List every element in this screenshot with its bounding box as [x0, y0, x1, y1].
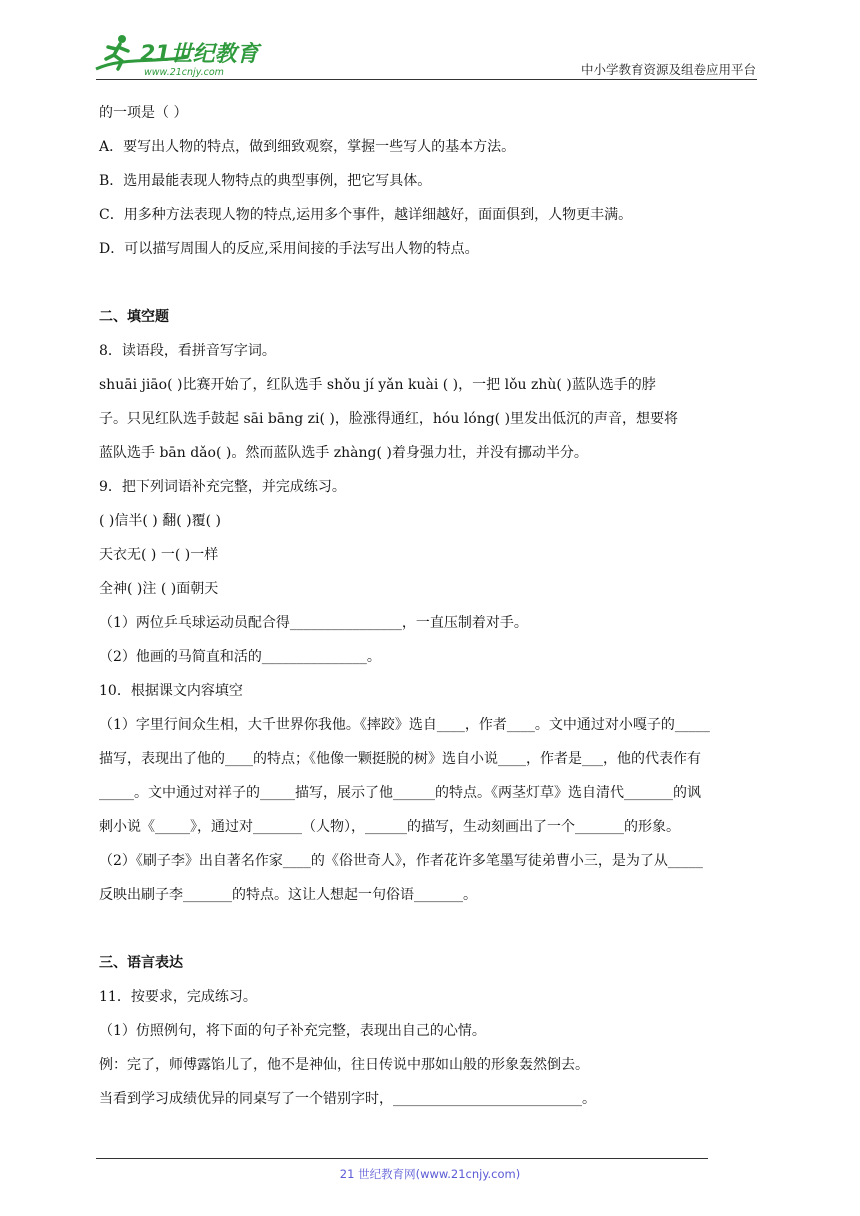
option-b: B．选用最能表现人物特点的典型事例，把它写具体。 — [99, 173, 432, 189]
runner-logo-icon — [92, 33, 262, 81]
logo-wordmark: 21世纪教育 — [140, 42, 259, 67]
question-10-stem: 10．根据课文内容填空 — [99, 683, 243, 699]
footer-divider — [96, 1158, 708, 1159]
question-8-stem: 8．读语段，看拼音写字词。 — [99, 343, 276, 359]
question-9-item-1: （1）两位乒乓球运动员配合得________________，一直压制着对手。 — [99, 615, 528, 631]
page-header — [0, 0, 860, 85]
question-11-stem: 11．按要求，完成练习。 — [99, 989, 257, 1005]
footer-site-link[interactable]: 21 世纪教育网(www.21cnjy.com) — [339, 1167, 521, 1181]
question-8-line-1: shuāi jiāo( )比赛开始了，红队选手 shǒu jí yǎn kuài ( )，一把 lǒu zhù( )蓝队选手的脖 — [99, 377, 656, 393]
platform-name: 中小学教育资源及组卷应用平台 — [580, 62, 756, 77]
option-c: C．用多种方法表现人物的特点,运用多个事件，越详细越好，面面俱到，人物更丰满。 — [99, 207, 633, 223]
question-8-line-3: 蓝队选手 bān dǎo( )。然而蓝队选手 zhàng( )着身强力壮，并没有挪动半分。 — [99, 445, 588, 461]
option-d: D．可以描写周围人的反应,采用间接的手法写出人物的特点。 — [99, 241, 479, 257]
header-divider — [96, 79, 757, 80]
section-title-language-expression: 三、语言表达 — [99, 955, 183, 971]
question-9-words-1: ( )信半( ) 翻( )覆( ) — [99, 513, 221, 529]
question-8-line-2: 子。只见红队选手鼓起 sāi bāng zi( )，脸涨得通红，hóu lóng( )里发出低沉的声音，想要将 — [99, 411, 679, 427]
question-10-line-4: 刺小说《_____》，通过对_______（人物），______的描写，生动刻画出了一个_______的形象。 — [99, 819, 680, 835]
brand-logo — [92, 33, 262, 81]
question-10-line-3: _____。文中通过对祥子的_____描写，展示了他______的特点。《两茎灯草》选自清代_______的讽 — [99, 785, 701, 801]
section-title-fill-blank: 二、填空题 — [99, 309, 169, 325]
question-9-item-2: （2）他画的马简直和活的_______________。 — [99, 649, 381, 665]
question-11-example: 例：完了，师傅露馅儿了，他不是神仙，往日传说中那如山般的形象轰然倒去。 — [99, 1057, 589, 1073]
question-10-line-6: 反映出刷子李_______的特点。这让人想起一句俗语_______。 — [99, 887, 477, 903]
question-9-words-3: 全神( )注 ( )面朝天 — [99, 581, 219, 597]
option-a: A．要写出人物的特点，做到细致观察，掌握一些写人的基本方法。 — [99, 139, 516, 155]
question-10-line-5: （2）《刷子李》出自著名作家____的《俗世奇人》，作者花许多笔墨写徒弟曹小三，是为了从_____ — [99, 853, 703, 869]
question-11-item-1: （1）仿照例句，将下面的句子补充完整，表现出自己的心情。 — [99, 1023, 486, 1039]
question-7-tail: 的一项是（ ） — [99, 105, 188, 121]
document-body — [99, 96, 761, 1116]
question-10-line-2: 描写，表现出了他的____的特点；《他像一颗挺脱的树》选自小说____，作者是___，他的代表作有 — [99, 751, 701, 767]
question-9-stem: 9．把下列词语补充完整，并完成练习。 — [99, 479, 346, 495]
question-10-line-1: （1）字里行间众生相，大千世界你我他。《摔跤》选自____，作者____。文中通过对小嘎子的_____ — [99, 717, 710, 733]
spacer — [99, 266, 761, 300]
question-11-prompt: 当看到学习成绩优异的同桌写了一个错别字时，___________________________。 — [99, 1091, 596, 1107]
logo-url: www.21cnjy.com — [144, 67, 224, 78]
question-9-words-2: 天衣无( ) 一( )一样 — [99, 547, 219, 563]
spacer — [99, 912, 761, 946]
